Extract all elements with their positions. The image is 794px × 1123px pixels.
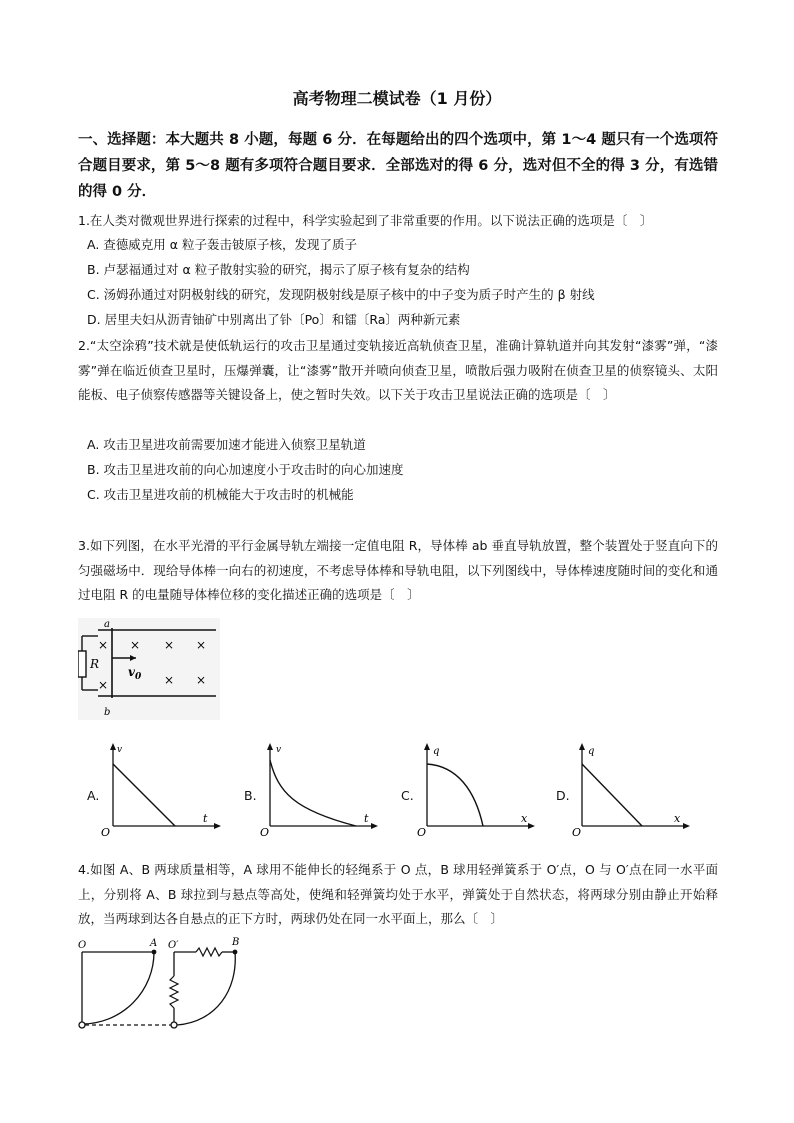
field-cross: × (164, 638, 175, 652)
graph-d-option-label: D. (556, 788, 570, 803)
q4-pendulum-spring-figure (74, 936, 244, 1032)
q1-option-a: A. 查德威克用 α 粒子轰击铍原子核，发现了质子 (87, 237, 357, 252)
question-4-stem: 4.如图 A、B 两球质量相等，A 球用不能伸长的轻绳系于 O 点，B 球用轻弹簧系于 O′点，O 与 O′点在同一水平面上，分别将 A、B 球拉到与悬点等高处，使绳和轻弹簧均处于水平，弹簧处于自然状态，将两球分别由静止开始释放，当两球到达各自悬点的正下方时，两球仍处在同一水平面上，那么〔 〕 (78, 862, 718, 926)
graph-a-curve (113, 764, 175, 826)
graph-b-curve (270, 760, 356, 826)
section-heading: 一、选择题：本大题共 8 小题，每题 6 分．在每题给出的四个选项中，第 1～4 题只有一个选项符合题目要求，第 5～8 题有多项符合题目要求．全部选对的得 6 分，选对但不全的得 3 分，有选错的得 0 分． (78, 132, 718, 200)
question-1-stem: 1.在人类对微观世界进行探索的过程中，科学实验起到了非常重要的作用。以下说法正确的选项是〔 〕 (78, 213, 653, 228)
point-o-prime-label: O′ (168, 940, 179, 951)
field-cross: × (164, 673, 175, 687)
ball-b-label: B (232, 937, 240, 948)
question-2-stem: 2.“太空涂鸦”技术就是使低轨运行的攻击卫星通过变轨接近高轨侦查卫星，准确计算轨道并向其发射“漆雾”弹，“漆雾”弹在临近侦查卫星时，压爆弹囊，让“漆雾”散开并喷向侦查卫星，喷散后强力吸附在侦查卫星的侦察镜头、太阳能板、电子侦察传感器等关键设备上，使之暂时失效。以下关于攻击卫星说法正确的选项是〔 〕 (78, 338, 718, 402)
field-cross: × (98, 678, 109, 692)
ball-a-path (82, 952, 154, 1024)
graph-d-curve (582, 764, 642, 826)
field-cross: × (196, 673, 207, 687)
graph-b-x-label: t (364, 812, 369, 825)
graph-c-curve (427, 764, 483, 826)
graph-b (256, 740, 382, 840)
initial-velocity-label: $v_0$ (128, 665, 142, 682)
question-3-stem: 3.如下列图，在水平光滑的平行金属导轨左端接一定值电阻 R，导体棒 ab 垂直导轨放置，整个装置处于竖直向下的匀强磁场中．现给导体棒一向右的初速度，不考虑导体棒和导轨电阻，以下列图线中，导体棒速度随时间的变化和通过电阻 R 的电量随导体棒位移的变化描述正确的选项是〔 〕 (78, 538, 718, 602)
graph-d-origin: O (572, 826, 582, 839)
horizontal-spring (196, 948, 222, 956)
graph-a (99, 740, 225, 840)
graph-c-y-label: q (433, 746, 440, 757)
page-title: 高考物理二模试卷（1 月份） (292, 89, 502, 108)
field-cross: × (130, 638, 141, 652)
ball-b-path (177, 952, 235, 1025)
q1-option-d: D. 居里夫妇从沥青铀矿中别离出了钋〔Po〕和镭〔Ra〕两种新元素 (87, 312, 461, 327)
graph-a-option-label: A. (87, 788, 100, 803)
q2-option-b: B. 攻击卫星进攻前的向心加速度小于攻击时的向心加速度 (87, 462, 404, 477)
field-cross: × (196, 638, 207, 652)
graph-d (568, 740, 694, 840)
graph-b-option-label: B. (244, 788, 257, 803)
q2-option-c: C. 攻击卫星进攻前的机械能大于攻击时的机械能 (87, 487, 354, 502)
graph-c (413, 740, 539, 840)
graph-c-option-label: C. (401, 788, 414, 803)
ball-a-label: A (150, 938, 158, 949)
graph-d-x-label: x (674, 812, 681, 825)
rod-end-a-label: a (104, 619, 110, 630)
field-cross: × (98, 638, 109, 652)
vertical-spring (170, 976, 178, 1008)
graph-b-y-label: v (276, 745, 282, 755)
graph-c-origin: O (417, 826, 427, 839)
graph-a-y-label: v (117, 745, 123, 755)
point-o-label: O (78, 940, 87, 951)
q1-option-b: B. 卢瑟福通过对 α 粒子散射实验的研究，揭示了原子核有复杂的结构 (87, 262, 470, 277)
graph-b-origin: O (260, 826, 270, 839)
graph-d-y-label: q (588, 746, 595, 757)
graph-a-x-label: t (203, 812, 208, 825)
q2-option-a: A. 攻击卫星进攻前需要加速才能进入侦察卫星轨道 (87, 437, 366, 452)
rod-end-b-label: b (104, 707, 111, 718)
resistor-label: R (90, 657, 100, 671)
graph-c-x-label: x (521, 812, 528, 825)
graph-a-origin: O (101, 826, 111, 839)
q3-rail-circuit-figure (78, 618, 220, 720)
q1-option-c: C. 汤姆孙通过对阴极射线的研究，发现阴极射线是原子核中的中子变为质子时产生的 β 射线 (87, 287, 595, 302)
